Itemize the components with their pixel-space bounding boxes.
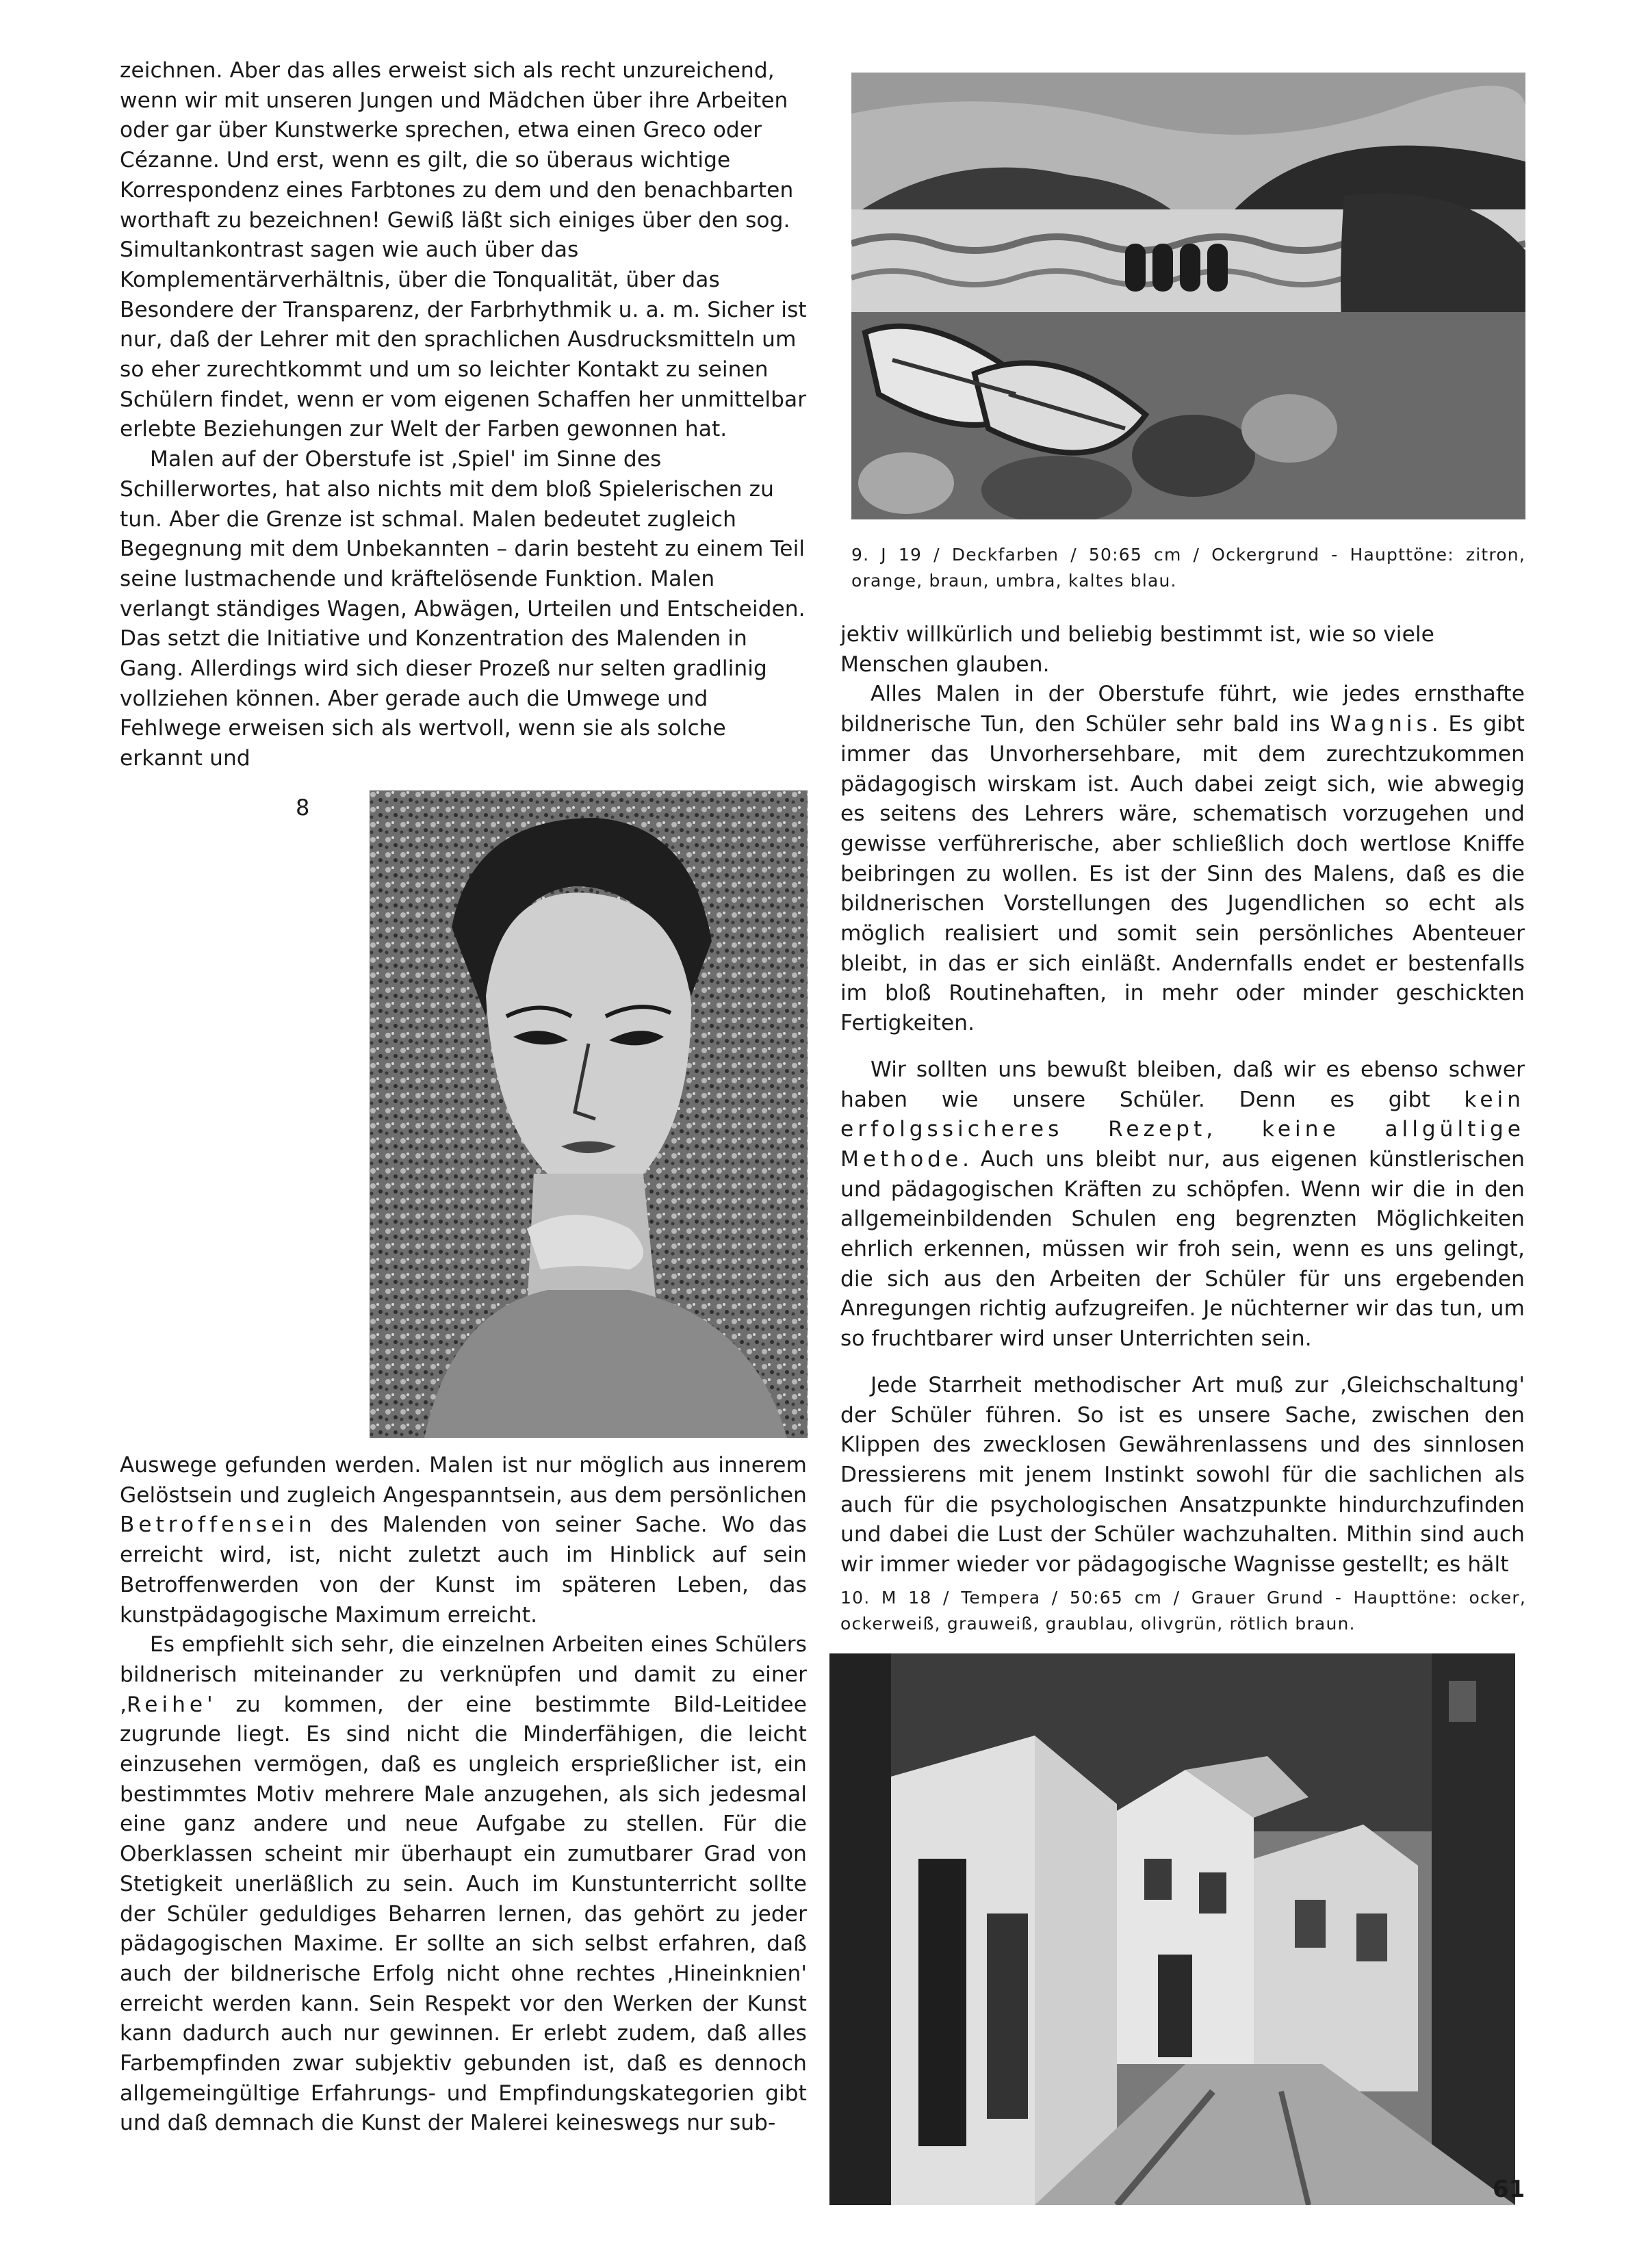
paragraph: zeichnen. Aber das alles erweist sich als recht unzureichend, wenn wir mit unseren Jungen und Mädchen über ihre Arbeiten oder gar über Kunstwerke sprechen, etwa einen Greco oder Cézanne. Und erst, wenn es gilt, die so überaus wichtige Korrespondenz eines Farbtones zu dem und den benachbarten worthaft zu bezeichnen! Gewiß läßt sich einiges über den sog. Simultankontrast sagen wie auch über das Komplementärverhältnis, über die Tonqualität, über das Besondere der Transparenz, der Farbrhythmik u. a. m. Sicher ist nur, daß der Lehrer mit den sprachlichen Ausdrucksmitteln um so eher zurechtkommt und um so leichter Kontakt zu seinen Schülern findet, wenn er vom eigenen Schaffen her unmittelbar erlebte Beziehungen zur Welt der Farben gewonnen hat.	[120, 58, 807, 442]
paragraph: Alles Malen in der Oberstufe führt, wie jedes ernsthafte bildnerische Tun, den Schüler sehr bald ins Wagnis. Es gibt immer das Unvorhersehbare, mit dem zurechtzukommen pädagogisch wirskam ist. Auch dabei zeigt sich, wie abwegig es seitens des Lehrers wäre, schematisch vorzugehen und gewisse verführerische, aber schließlich doch wertlose Kniffe beibringen zu wollen. Es ist der Sinn des Malens, daß es die bildnerischen Vorstellungen des Jugendlichen so echt als möglich realisiert und somit sein persönliches Abenteuer bleibt, in das er sich einläßt. Andernfalls endet er bestenfalls im bloß Routinehaften, in mehr oder minder geschickten Fertigkeiten.	[840, 682, 1525, 1036]
street-houses-painting-icon	[829, 1653, 1515, 2205]
figure-10-street-image	[829, 1653, 1515, 2205]
figure-10-caption: 10. M 18 / Tempera / 50:65 cm / Grauer Grund - Haupttöne: ocker, ockerweiß, grauweiß, graublau, olivgrün, rötlich braun.	[840, 1588, 1526, 1634]
figure-8-portrait-image	[370, 790, 808, 1438]
harbor-boats-painting-icon	[851, 73, 1525, 519]
paragraph: Malen auf der Oberstufe ist ‚Spiel' im Sinne des Schillerwortes, hat also nichts mit dem bloß Spielerischen zu tun. Aber die Grenze ist schmal. Malen bedeutet zugleich Begegnung mit dem Unbekannten – darin besteht zu einem Teil seine lustmachende und kräftelösende Funktion. Malen verlangt ständiges Wagen, Abwägen, Urteilen und Entscheiden. Das setzt die Initiative und Konzentration des Malenden in Gang. Allerdings wird sich dieser Prozeß nur selten gradlinig vollziehen können. Aber gerade auch die Umwege und Fehlwege erweisen sich als wertvoll, wenn sie als solche erkannt und	[120, 447, 805, 771]
paragraph: Jede Starrheit methodischer Art muß zur ‚Gleichschaltung' der Schüler führen. So ist es unsere Sache, zwischen den Klippen des zwecklosen Gewährenlassens und des sinnlosen Dressierens mit jenem Instinkt sowohl für die sachlichen als auch für die psychologischen Ansatzpunkte hindurchzufinden und dabei die Lust der Schüler wachzuhalten. Mithin sind auch wir immer wieder vor pädagogische Wagnisse gestellt; es hält	[840, 1372, 1525, 1577]
paragraph: Wir sollten uns bewußt bleiben, daß wir es ebenso schwer haben wie unsere Schüler. Denn es gibt kein erfolgssicheres Rezept, keine allgültige Methode. Auch uns bleibt nur, aus eigenen künstlerischen und pädagogischen Kräften zu schöpfen. Wenn wir die in den allgemeinbildenden Schulen eng begrenzten Möglichkeiten ehrlich erkennen, müssen wir froh sein, wenn es uns gelingt, die sich aus den Arbeiten der Schüler für uns ergebenden Anregungen richtig aufzugreifen. Je nüchterner wir das tun, um so fruchtbarer wird unser Unterrichten sein.	[840, 1057, 1525, 1352]
portrait-painting-icon	[370, 790, 808, 1438]
figure-9-harbor-image	[851, 73, 1525, 519]
paragraph: Es empfiehlt sich sehr, die einzelnen Arbeiten eines Schülers bildnerisch miteinander zu verknüpfen und damit zu einer ‚Reihe' zu kommen, der eine bestimmte Bild-Leitidee zugrunde liegt. Es sind nicht die Minderfähigen, die leicht einzusehen vermögen, daß es ungleich ersprießlicher ist, ein bestimmtes Motiv mehrere Male anzugehen, als sich jedesmal eine ganz andere und neue Aufgabe zu stellen. Für die Oberklassen scheint mir überhaupt ein zumutbarer Grad von Stetigkeit unerläßlich zu sein. Auch im Kunstunterricht sollte der Schüler geduldiges Beharren lernen, das gehört zu jeder pädagogischen Maxime. Er sollte an sich selbst erfahren, daß auch der bildnerische Erfolg nicht ohne rechtes ‚Hineinknien' erreicht werden kann. Sein Respekt vor den Werken der Kunst kann dadurch auch nur gewinnen. Er erlebt zudem, daß alles Farbempfinden zwar subjektiv gebunden ist, daß es dennoch allgemeingültige Erfahrungs- und Empfindungskategorien gibt und daß demnach die Kunst der Malerei keineswegs nur sub-	[120, 1632, 807, 2136]
paragraph: Auswege gefunden werden. Malen ist nur möglich aus innerem Gelöstsein und zugleich Angespanntsein, aus dem persönlichen Betroffensein des Malenden von seiner Sache. Wo das erreicht wird, ist, nicht zuletzt auch im Hinblick auf sein Betroffenwerden von der Kunst im späteren Leben, das kunstpädagogische Maximum erreicht.	[120, 1453, 807, 1627]
figure-8-number: 8	[296, 795, 310, 821]
page-number: 61	[1493, 2176, 1525, 2203]
right-column-text	[840, 620, 1525, 1580]
left-column-bottom-text	[120, 1451, 807, 2139]
paragraph: jektiv willkürlich und beliebig bestimmt ist, wie so viele Menschen glauben.	[840, 622, 1434, 677]
left-column-top-text	[120, 56, 807, 774]
figure-9-caption: 9. J 19 / Deckfarben / 50:65 cm / Ockergrund - Haupttöne: zitron, orange, braun, umbra, kaltes blau.	[851, 545, 1525, 591]
